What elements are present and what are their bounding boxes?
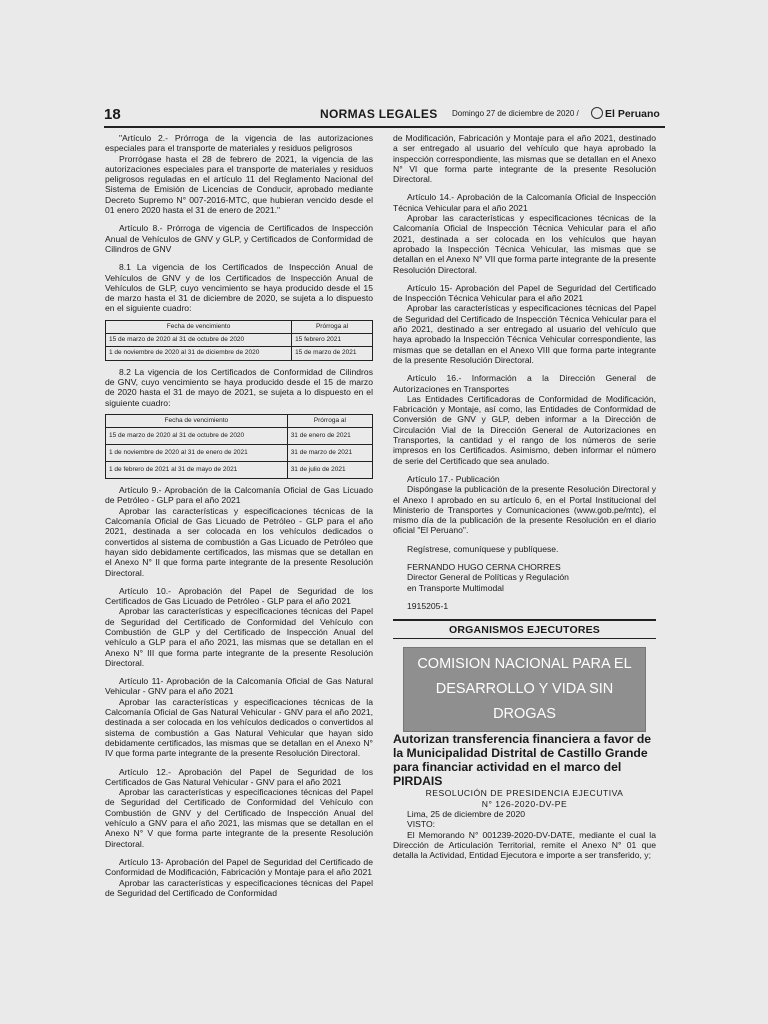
table-row <box>106 445 373 462</box>
agency-banner <box>403 647 646 732</box>
paragraph: El Memorando N° 001239-2020-DV-DATE, mediante el cual la Dirección de Articulación Territorial, remite el Anexo N° 01 que detalla la Actividad, Entidad Ejecutora e importe a ser transferido, y; <box>393 829 656 861</box>
right-column <box>393 133 656 861</box>
paragraph: Aprobar las características y especificaciones técnicas del Papel de Seguridad del Certificado de Conformidad <box>105 877 373 898</box>
table-header: Fecha de vencimiento <box>106 414 288 427</box>
extension-table-2 <box>105 414 373 479</box>
paragraph: Aprobar las características y especificaciones técnicas del Papel de Seguridad del Certificado de Inspección Técnica Vehicular para el año 2021, destinado a ser entregado al usuario del vehículo que haya aprobado la Inspección Técnica Vehicular correspondiente, las mismas que se detallan en el Anexo VIII que forma parte integrante de la presente Resolución Directoral. <box>393 303 656 365</box>
paragraph: Prorrógase hasta el 28 de febrero de 2021, la vigencia de las autorizaciones especiales para el transporte de materiales y residuos peligrosos reguladas en el artículo 11 del Reglamento Nacional del Sistema de Emisión de Licencias de Conducir, aprobado mediante Decreto Supremo N° 007-2016-MTC, que hubieran vencido desde el 01 enero 2020 hasta el 31 de enero de 2021." <box>105 153 373 216</box>
table-cell: 31 de julio de 2021 <box>287 462 372 479</box>
article-9-heading: Artículo 9.- Aprobación de la Calcomanía Oficial de Gas Licuado de Petróleo - GLP para el año 2021 <box>105 485 373 506</box>
extension-table-1 <box>105 320 373 361</box>
paragraph: Aprobar las características y especificaciones técnicas del Papel de Seguridad del Certificado de Conformidad del Vehículo con Combustión de GLP y del Certificado de Inspección Anual del vehículo a GLP para el año 2021, las mismas que se detallan en el Anexo N° III que forma parte integrante de la presente Resolución Directoral. <box>105 606 373 668</box>
table-row <box>106 347 373 360</box>
publication-logo <box>591 107 660 120</box>
resolution-number: N° 126-2020-DV-PE <box>481 798 568 809</box>
article-13-heading: Artículo 13- Aprobación del Papel de Seguridad del Certificado de Conformidad de Modificación, Fabricación y Montaje para el año 2021 <box>105 856 373 878</box>
resolution-date: Lima, 25 de diciembre de 2020 <box>407 809 526 820</box>
resolution-headline: Autorizan transferencia financiera a favor de la Municipalidad Distrital de Castillo Grande para financiar actividad en el marco del PIRDAIS <box>393 732 652 789</box>
paragraph: de Modificación, Fabricación y Montaje para el año 2021, destinado a ser entregado al usuario del vehículo que haya aprobado la inspección correspondiente, las mismas que se detallan en el Anexo N° VI que forma parte integrante de la presente Resolución Directoral. <box>393 133 656 185</box>
paragraph: Las Entidades Certificadoras de Conformidad de Modificación, Fabricación y Montaje, así como, las Entidades de Conformidad de Conversión de GNV y GLP, deben informar a la Dirección de Circulación Vial de la Dirección General de Autorizaciones en Transportes, la cantidad y el rango de los números de serie impresos en los Certificados. Asimismo, deben informar el número de serie del Certificado que sea anulado. <box>393 393 656 466</box>
publication-name: El Peruano <box>605 108 660 120</box>
table-header: Prórroga al <box>287 414 372 427</box>
publication-code: 1915205-1 <box>407 600 449 611</box>
article-15-heading: Artículo 15- Aprobación del Papel de Seguridad del Certificado de Inspección Técnica Vehicular para el año 2021 <box>393 282 656 304</box>
section-heading: ORGANISMOS EJECUTORES <box>393 619 656 639</box>
quoted-article-title: "Artículo 2.- Prórroga de la vigencia de las autorizaciones especiales para el transporte de materiales y residuos peligrosos <box>105 133 373 154</box>
closing-formula: Regístrese, comuníquese y publíquese. <box>407 543 559 554</box>
banner-line: DESARROLLO Y VIDA SIN DROGAS <box>435 681 614 723</box>
page-header <box>104 106 665 128</box>
table-cell: 31 de enero de 2021 <box>287 428 372 445</box>
article-10-heading: Artículo 10.- Aprobación del Papel de Seguridad de los Certificados de Gas Licuado de Petróleo - GLP para el año 2021 <box>105 585 373 607</box>
article-16-heading: Artículo 16.- Información a la Dirección General de Autorizaciones en Transportes <box>393 373 656 394</box>
table-cell: 15 febrero 2021 <box>292 334 373 347</box>
signer-title: Director General de Políticas y Regulación <box>407 572 569 583</box>
article-12-heading: Artículo 12.- Aprobación del Papel de Seguridad de los Certificados de Gas Natural Vehicular - GNV para el año 2021 <box>105 766 373 787</box>
page-number: 18 <box>104 106 121 123</box>
article-11-heading: Artículo 11- Aprobación de la Calcomanía Oficial de Gas Natural Vehicular - GNV para el año 2021 <box>105 676 373 697</box>
article-17-heading: Artículo 17.- Publicación <box>407 473 500 484</box>
publication-date: Domingo 27 de diciembre de 2020 / <box>452 109 579 118</box>
table-cell: 15 de marzo de 2021 <box>292 347 373 360</box>
section-title: NORMAS LEGALES <box>320 107 438 121</box>
table-header: Prórroga al <box>292 320 373 333</box>
table-header: Fecha de vencimiento <box>106 320 292 333</box>
table-row <box>106 462 373 479</box>
paragraph: Aprobar las características y especificaciones técnicas de la Calcomanía Oficial de Gas Natural Vehicular - GNV para el año 2021, destinada a ser colocada en los vehículos dedicados o convertidos al sistema de combustión a Gas Natural Vehicular que hayan sido debidamente certificados, las mismas que se detallan en el Anexo N° IV que forma parte integrante de la presente Resolución Directoral. <box>105 696 373 759</box>
resolution-type: RESOLUCIÓN DE PRESIDENCIA EJECUTIVA <box>425 788 624 799</box>
paragraph: Aprobar las características y especificaciones técnicas de la Calcomanía Oficial de Inspección Técnica Vehicular para el año 2021, destinada a ser colocada en los vehículos que hayan aprobado la Inspección Técnica Vehicular, las mismas que se detallan en el Anexo N° VII que forma parte integrante de la presente Resolución Directoral. <box>393 213 656 275</box>
table-cell: 15 de marzo de 2020 al 31 de octubre de 2020 <box>106 334 292 347</box>
paragraph: Dispóngase la publicación de la presente Resolución Directoral y el Anexo I aprobado en su artículo 6, en el Portal Institucional del Ministerio de Transportes y Comunicaciones (www.gob.pe/mtc), el mismo día de la publicación de la presente Resolución en el diario oficial "El Peruano". <box>393 484 656 536</box>
paragraph-8-2: 8.2 La vigencia de los Certificados de Conformidad de Cilindros de GNV, cuyo vencimiento se haya producido desde el 15 de marzo de 2020 hasta el 31 de mayo de 2021, se sujeta a lo dispuesto en el siguiente cuadro: <box>105 366 373 408</box>
table-cell: 31 de marzo de 2021 <box>287 445 372 462</box>
paragraph: Aprobar las características y especificaciones técnicas del Papel de Seguridad del Certificado de Conformidad del Vehículo con Combustión de GNV y del Certificado de Inspección Anual del vehículo a GNV para el año 2021, las mismas que se detallan en el Anexo N° V que forma parte integrante de la presente Resolución Directoral. <box>105 787 373 849</box>
table-cell: 1 de noviembre de 2020 al 31 de enero de 2021 <box>106 445 288 462</box>
paragraph-8-1: 8.1 La vigencia de los Certificados de Inspección Anual de Vehículos de GNV y de los Certificados de Inspección Anual de Vehículos de GLP, cuyo vencimiento se haya producido desde el 15 de marzo hasta el 31 de diciembre de 2020, se sujeta a lo dispuesto en el siguiente cuadro: <box>105 262 373 314</box>
signer-name: FERNANDO HUGO CERNA CHORRES <box>407 561 561 572</box>
article-14-heading: Artículo 14.- Aprobación de la Calcomanía Oficial de Inspección Técnica Vehicular para el año 2021 <box>393 192 656 213</box>
coat-of-arms-icon <box>591 107 603 119</box>
table-row <box>106 334 373 347</box>
paragraph: Aprobar las características y especificaciones técnicas de la Calcomanía Oficial de Gas Licuado de Petróleo - GLP para el año 2021, destinada a ser colocada en los vehículos dedicados o convertidos al sistema de combustión a Gas Licuado de Petróleo que hayan sido debidamente certificados, las mismas que se detallan en el Anexo N° II que forma parte integrante de la presente Resolución Directoral. <box>105 505 373 578</box>
left-column <box>105 133 373 898</box>
article-8-heading: Artículo 8.- Prórroga de vigencia de Certificados de Inspección Anual de Vehículos de GNV y GLP, y Certificados de Conformidad de Cilindros de GNV <box>105 223 373 254</box>
visto-label: VISTO: <box>407 819 436 830</box>
table-cell: 15 de marzo de 2020 al 31 de octubre de 2020 <box>106 428 288 445</box>
signer-title: en Transporte Multimodal <box>407 582 504 593</box>
table-cell: 1 de noviembre de 2020 al 31 de diciembre de 2020 <box>106 347 292 360</box>
table-row <box>106 428 373 445</box>
table-cell: 1 de febrero de 2021 al 31 de mayo de 2021 <box>106 462 288 479</box>
banner-line: COMISION NACIONAL PARA EL <box>417 656 632 673</box>
